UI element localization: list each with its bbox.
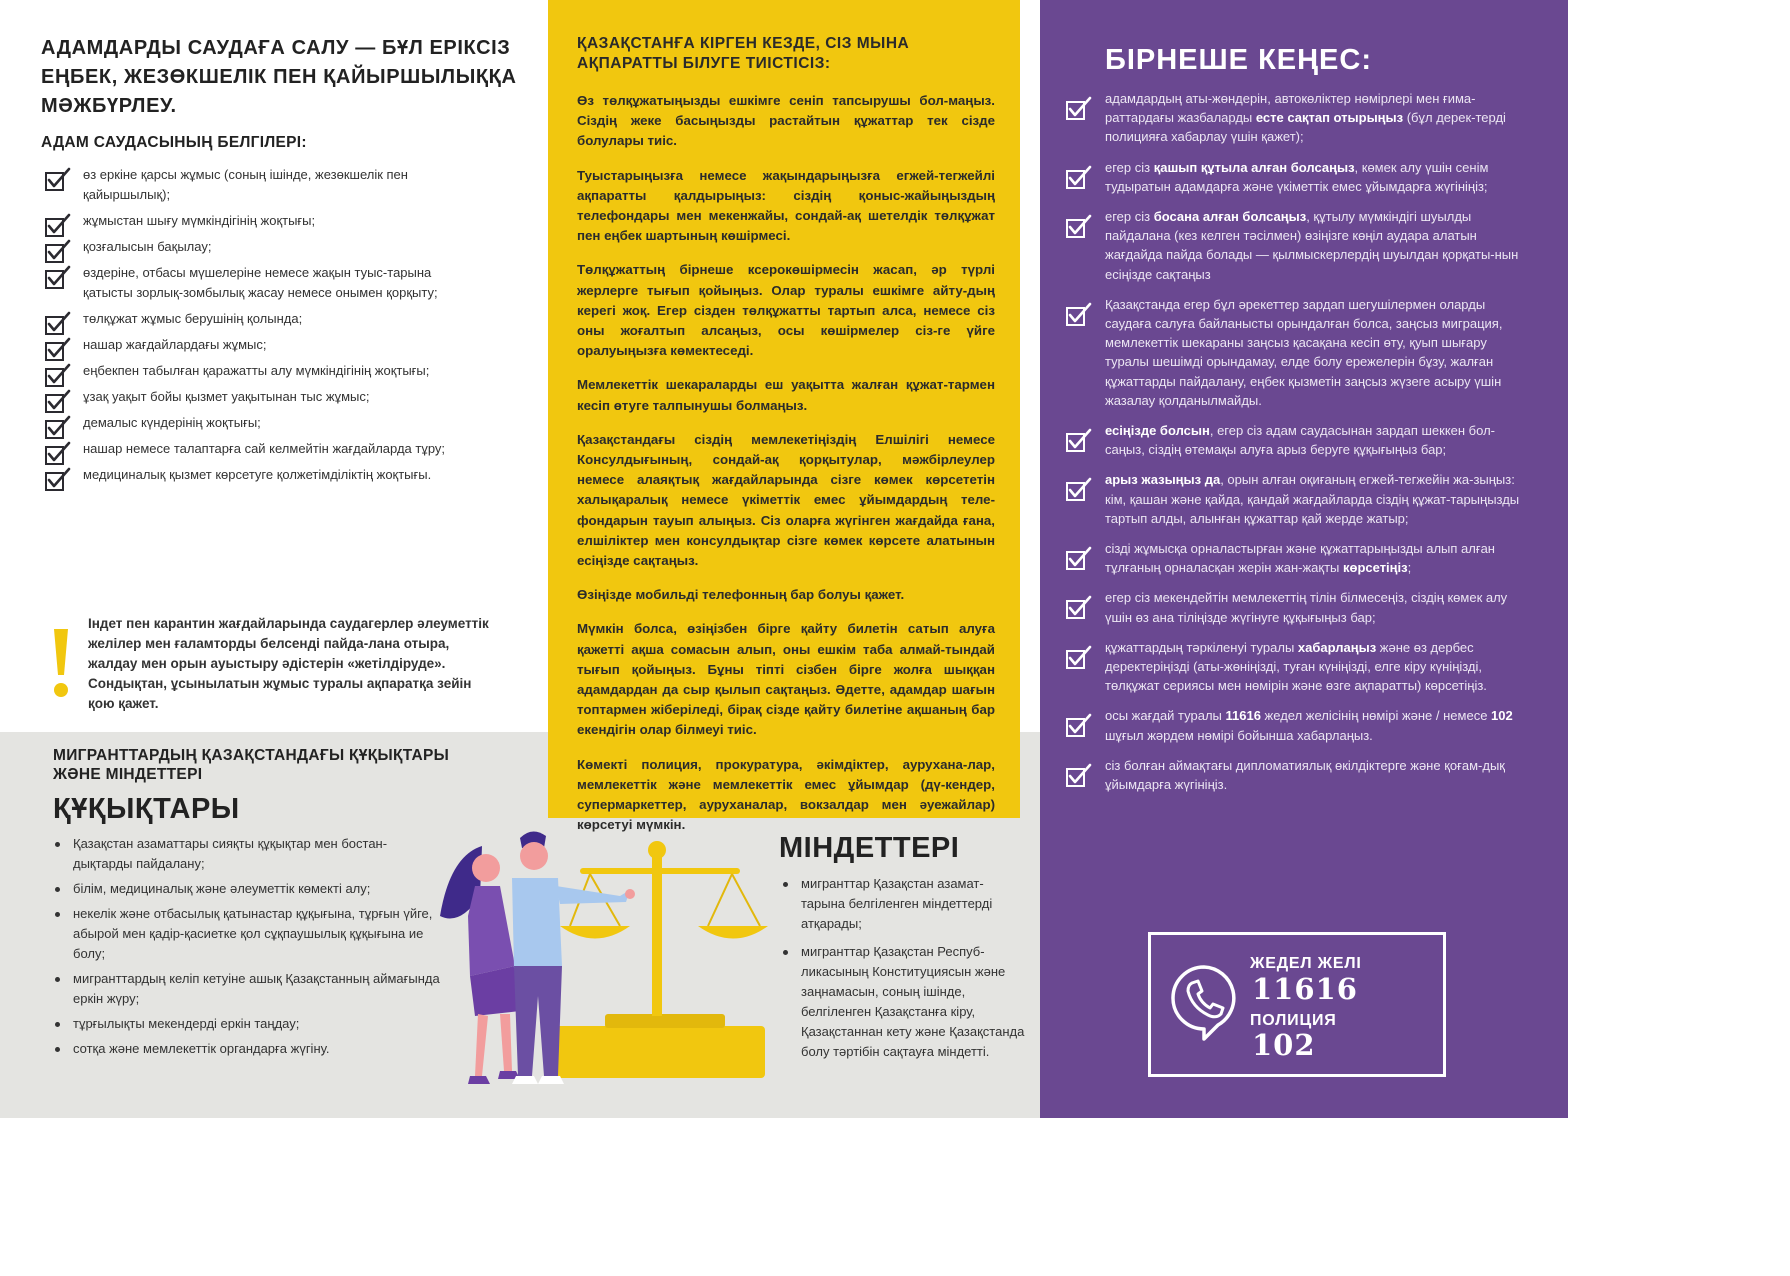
scales-illustration [420,826,770,1096]
sign-text: медициналық қызмет көрсетуге қолжетімділіктің жоқтығы. [83,467,432,482]
tip-emphasis: қашып құтыла алған болсаңыз [1153,159,1355,175]
rights-title: ҚҰҚЫҚТАРЫ [53,793,240,825]
sign-item [44,361,484,381]
sign-item [44,211,484,231]
checkbox-icon [1065,95,1093,121]
tip-emphasis: есіңізде болсын [1105,423,1210,439]
sign-text: демалыс күндерінің жоқтығы; [83,415,261,430]
checkbox-icon [44,336,72,362]
checkbox-icon [44,212,72,238]
checkbox-icon [1065,644,1093,670]
entry-info-paragraph: Өзіңізде мобильді телефонның бар болуы қажет. [577,587,905,603]
checkbox-icon [1065,301,1093,327]
sign-item [44,335,484,355]
migrants-title: МИГРАНТТАРДЫҢ ҚАЗАҚСТАНДАҒЫ ҚҰҚЫҚТАРЫ ЖӘНЕ МІНДЕТТЕРІ [53,747,450,783]
tip-item [1065,706,1532,744]
tip-item [1065,207,1532,284]
sign-item [44,263,484,303]
tip-emphasis: есте сақтап отырыңыз [1255,110,1404,126]
scales-icon [555,841,768,1078]
sign-item [44,439,484,459]
rights-list [53,834,443,1064]
entry-info-paragraph: Өз төлқұжатыңызды ешкімге сеніп тапсырушы бол-маңыз. Сіздің жеке басыңызды растайтын құжаттар тек сізде болулары тиіс. [577,93,995,149]
tip-item [1065,421,1532,459]
tip-emphasis: 11616 [1225,708,1261,724]
tip-item [1065,295,1532,410]
tip-text: және өз дербес деректеріңізді (аты-жөніңізді, туған күніңізді, елге кіру күніңізді, төлқұжат сериясы мен нөмірін және өзге ақпаратты) көрсетіңіз. [1105,639,1487,694]
sign-text: ұзақ уақыт бойы қызмет уақытынан тыс жұмыс; [83,389,370,404]
checkbox-icon [44,388,72,414]
tip-text: адамдардың аты-жөндерін, автокөліктер нөмірлері мен ғима-раттардағы жазбаларды [1105,91,1476,126]
tip-text: егер сіз мекендейтін мемлекеттің тілін білмесеңіз, сіздің көмек алу үшін өз ана тіліңізде жүгінуге құқығыңыз бар; [1105,590,1508,625]
tip-text: егер сіз [1105,159,1154,175]
rights-item: Қазақстан азаматтары сияқты құқықтар мен бостан-дықтарды пайдалану; [53,834,443,874]
signs-list [44,165,484,491]
tip-text: құжаттардың тәркіленуі туралы [1105,639,1298,655]
entry-info-paragraph: Мүмкін болса, өзіңізбен бірге қайту билетін сатып алуға қажетті ақша сомасын алып, оны ешкім таба алмай-тындай тығып қойыңыз. Бұны тіпті сізбен бірге жолға шыққан адамдардан да сыр қылып сақтаңыз. Әдетте, адамдар шағын топтармен жіберіледі, бірақ сізде қайту билетіне ақшаның бар екендігін олар білмеуі тиіс. [577,621,995,738]
entry-info-title: ҚАЗАҚСТАНҒА КІРГЕН КЕЗДЕ, СІЗ МЫНА АҚПАРАТТЫ БІЛУГЕ ТИІСТІСІЗ: [577,35,910,72]
tip-text: , егер сіз адам саудасынан зардап шеккен бол-саңыз, сіздің өтемақы алуға арыз беруге құқығыңыз бар; [1105,423,1495,458]
warning-text: Індет пен карантин жағдайларында саудагерлер әлеуметтік желілер мен ғаламторды белсенді пайда-лана отыра, жалдау мен орын ауыстыру әдістерін «жетілдіруде». Сондықтан, ұсынылатын жұмыс туралы ақпаратқа зейін қою қажет. [88,616,489,711]
entry-info-paragraph: Мемлекеттік шекараларды еш уақытта жалған құжат-тармен кесіп өтуге талпынушы болмаңыз. [577,377,995,413]
checkbox-icon [44,310,72,336]
entry-info-paragraph: Туыстарыңызға немесе жақындарыңызға егжей-тегжейлі ақпаратты қалдырыңыз: сіздің қоныс-жайыңыздың телефондары мен мекенжайы, сондай-ақ шетелдік төлқұжат пен еңбек шартының көшірмесі. [577,167,995,244]
sign-text: жұмыстан шығу мүмкіндігінің жоқтығы; [83,213,316,228]
woman-figure [440,846,520,1084]
hotline-label: ЖЕДЕЛ ЖЕЛІ [1250,955,1362,972]
tip-item [1065,588,1532,626]
checkbox-icon [1065,213,1093,239]
checkbox-icon [44,466,72,492]
entry-info-paragraph: Қазақстандағы сіздің мемлекетіңіздің Елшілігі немесе Консулдығының, сондай-ақ қорқытулар, мәжбірлеулер немесе алаяқтық жағдайларында сізге көмек көрсететін халықаралық немесе үкіметтік емес ұйымдардың теле-фондарын тауып алыңыз. Сіз оларға жүгінген жағдайда ғана, елшіліктер мен консулдықтар сізге көмек көрсете алатынын есіңізде сақтаңыз. [577,431,995,569]
checkbox-icon [1065,762,1093,788]
duties-list [781,874,1026,1070]
tip-text: , құтылу мүмкіндігі шуылды пайдалана (кез келген тәсілмен) өзіңізге көңіл аудара алатын жағдайда пайда болады — қылмыскерлердің шуылдан қорқаты-нын есіңізде сақтаңыз [1105,209,1519,282]
tip-text: Қазақстанда егер бұл әрекеттер зардап шегушілермен оларды саудаға салуға байланысты орындалған болса, заңсыз миграция, мемлекеттік шекараны заңсыз қасақана кесіп өту, қуып шығару туралы шешімді орындамау, елде болу ережелерін бұзу, жалған құжаттарды пайдалану, еңбек қызметін заңсыз жүзеге асыру үшін жазалау қолданылмайды. [1105,296,1503,408]
tip-item [1065,89,1532,147]
checkbox-icon [1065,476,1093,502]
phone-chat-icon [1168,963,1240,1043]
tip-text: шұғыл жәрдем нөмірі бойынша хабарлаңыз. [1105,727,1373,743]
tip-emphasis: 102 [1491,708,1513,724]
rights-item: білім, медициналық және әлеуметтік көмекті алу; [53,879,443,899]
tip-text: , көмек алу үшін сенім тудыратын адамдарға және үкіметтік емес ұйымдарға жүгініңіз; [1105,159,1489,194]
tip-item [1065,756,1532,794]
checkbox-icon [1065,164,1093,190]
tip-text: жедел желісінің нөмірі және / немесе [1260,708,1492,724]
police-number[interactable]: 102 [1252,1028,1316,1062]
sign-item [44,465,484,485]
tip-text: егер сіз [1105,209,1154,225]
tip-text: сіз болған аймақтағы дипломатиялық өкілдіктерге және қоғам-дық ұйымдарға жүгініңіз. [1105,757,1505,793]
tip-text: осы жағдай туралы [1105,708,1226,724]
checkbox-icon [44,362,72,388]
duties-title: МІНДЕТТЕРІ [779,832,960,864]
tip-item [1065,158,1532,196]
tip-emphasis: арыз жазыңыз да [1105,472,1221,488]
tip-text: ; [1407,560,1412,576]
checkbox-icon [1065,712,1093,738]
tip-item [1065,539,1532,577]
checkbox-icon [44,238,72,264]
hotline-number[interactable]: 11616 [1252,972,1358,1006]
rights-item: тұрғылықты мекендерді еркін таңдау; [53,1014,443,1034]
tip-emphasis: хабарлаңыз [1297,639,1377,655]
tip-text: сізді жұмысқа орналастырған және құжаттарыңызды алып алған тұлғаның орналасқан жерін жан-жақты [1105,541,1495,576]
checkbox-icon [44,414,72,440]
entry-info-paragraphs [577,91,995,850]
sign-item [44,413,484,433]
entry-info-paragraph: Көмекті полиция, прокуратура, әкімдіктер, аурухана-лар, мемлекеттік және мемлекеттік емес ұйымдар (дү-кендер, супермаркеттер, ауруханалар, вокзалдар мен әуежайлар) көрсетуі мүмкін. [577,756,995,833]
entry-info-panel [548,0,1020,833]
rights-item: сотқа және мемлекеттік органдарға жүгіну. [53,1039,443,1059]
hotline-box [1148,932,1446,1077]
sign-item [44,387,484,407]
checkbox-icon [44,166,72,192]
checkbox-icon [1065,545,1093,571]
tips-panel [1040,0,1568,1118]
duties-item: мигранттар Қазақстан азамат-тарына белгіленген міндеттерді атқарады; [781,874,1026,934]
sign-text: өздеріне, отбасы мүшелеріне немесе жақын туыс-тарына қатысты зорлық-зомбылық жасау немесе онымен қорқыту; [83,265,438,300]
sign-text: нашар жағдайлардағы жұмыс; [83,337,267,352]
sign-text: еңбекпен табылған қаражатты алу мүмкіндігінің жоқтығы; [83,363,430,378]
sign-item [44,309,484,329]
checkbox-icon [1065,427,1093,453]
checkbox-icon [44,440,72,466]
tip-item [1065,638,1532,696]
checkbox-icon [1065,594,1093,620]
entry-info-paragraph: Төлқұжаттың бірнеше ксерокөшірмесін жасап, әр түрлі жерлерге тығып қойыңыз. Олар туралы ешкімге айту-дың керегі жоқ. Егер сізден төлқұжатты тартып алса, немесе сіз оны жоғалтып алсаңыз, осы көшірмелер сіз-ге үйге оралуыңызға көмектеседі. [577,262,995,359]
tip-text: (бұл дерек-терді полицияға хабарлау үшін қажет); [1105,110,1506,145]
rights-item: мигранттардың келіп кетуіне ашық Қазақстанның аймағында еркін жүру; [53,969,443,1009]
duties-item: мигранттар Қазақстан Респуб-ликасының Конституциясын және заңнамасын, соның ішінде, белгіленген Қазақстанға кіру, Қазақстаннан кету және Қазақстанда болу тәртібін сақтауға міндетті. [781,942,1026,1062]
sign-item [44,165,484,205]
tip-text: , орын алған оқиғаның егжей-тегжейін жа-зыңыз: кім, қашан және қайда, қандай жағдайларда сіздің құжат-тарыңызды тартып алды, алынған құжаттар қай жерде жатыр; [1105,472,1520,526]
checkbox-icon [44,264,72,290]
tips-title: БІРНЕШЕ КЕҢЕС: [1105,44,1372,76]
exclamation-icon [50,627,72,699]
sign-item [44,237,484,257]
signs-title: АДАМ САУДАСЫНЫҢ БЕЛГІЛЕРІ: [41,134,307,151]
sign-text: өз еркіне қарсы жұмыс (соның ішінде, жезөкшелік пен қайыршылық); [83,167,408,202]
tip-emphasis: босана алған болсаңыз [1153,209,1307,225]
police-label: ПОЛИЦИЯ [1250,1012,1337,1029]
left-panel [0,0,548,732]
sign-text: нашар немесе талаптарға сай келмейтін жағдайларда тұру; [83,441,446,456]
tip-emphasis: көрсетіңіз [1343,560,1408,576]
tips-list [1065,89,1532,805]
sign-text: қозғалысын бақылау; [83,239,212,254]
tip-item [1065,470,1532,528]
sign-text: төлқұжат жұмыс берушінің қолында; [83,311,303,326]
rights-item: некелік және отбасылық қатынастар құқығына, тұрғын үйге, абырой мен қадір-қасиетке қол сұқпаушылық құқығына ие болу; [53,904,443,964]
main-title: АДАМДАРДЫ САУДАҒА САЛУ — БҰЛ ЕРІКСІЗ ЕҢБЕК, ЖЕЗӨКШЕЛІК ПЕН ҚАЙЫРШЫЛЫҚҚА МӘЖБҮРЛЕУ. [41,37,517,117]
